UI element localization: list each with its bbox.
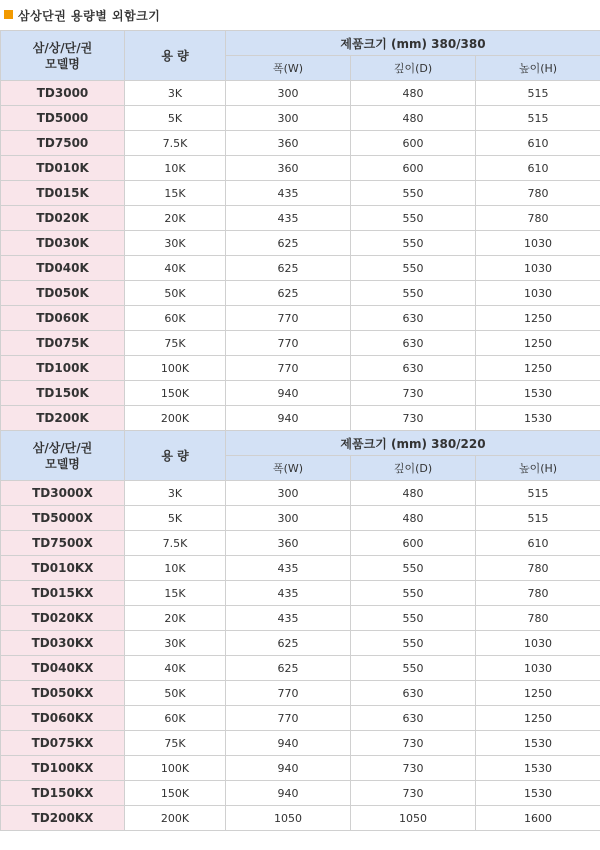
table-row <box>1 656 600 681</box>
depth-cell: 730 <box>351 756 476 781</box>
width-cell: 625 <box>226 231 351 256</box>
depth-cell: 630 <box>351 706 476 731</box>
model-cell: TD020KX <box>1 606 125 631</box>
depth-cell: 730 <box>351 406 476 431</box>
width-cell: 1050 <box>226 806 351 831</box>
depth-cell: 480 <box>351 506 476 531</box>
capacity-cell: 7.5K <box>125 531 226 556</box>
height-cell: 610 <box>476 531 600 556</box>
capacity-cell: 75K <box>125 731 226 756</box>
table-row <box>1 331 600 356</box>
depth-column-header: 깊이(D) <box>351 56 476 81</box>
model-cell: TD040K <box>1 256 125 281</box>
capacity-cell: 40K <box>125 656 226 681</box>
table-row <box>1 181 600 206</box>
width-cell: 940 <box>226 781 351 806</box>
capacity-cell: 30K <box>125 631 226 656</box>
height-cell: 515 <box>476 81 600 106</box>
capacity-cell: 100K <box>125 756 226 781</box>
depth-cell: 480 <box>351 81 476 106</box>
table-row <box>1 731 600 756</box>
depth-cell: 600 <box>351 156 476 181</box>
height-cell: 780 <box>476 581 600 606</box>
depth-cell: 550 <box>351 581 476 606</box>
capacity-cell: 50K <box>125 681 226 706</box>
capacity-cell: 10K <box>125 156 226 181</box>
table-row <box>1 481 600 506</box>
model-cell: TD100KX <box>1 756 125 781</box>
depth-cell: 630 <box>351 681 476 706</box>
model-cell: TD015K <box>1 181 125 206</box>
height-cell: 1530 <box>476 731 600 756</box>
width-cell: 360 <box>226 531 351 556</box>
depth-cell: 550 <box>351 631 476 656</box>
capacity-cell: 3K <box>125 81 226 106</box>
table-row <box>1 231 600 256</box>
table-body <box>1 31 600 831</box>
model-cell: TD010KX <box>1 556 125 581</box>
capacity-cell: 15K <box>125 581 226 606</box>
depth-cell: 630 <box>351 306 476 331</box>
width-cell: 435 <box>226 181 351 206</box>
height-cell: 1030 <box>476 631 600 656</box>
capacity-cell: 7.5K <box>125 131 226 156</box>
table-row <box>1 631 600 656</box>
capacity-cell: 200K <box>125 806 226 831</box>
height-cell: 780 <box>476 606 600 631</box>
width-cell: 300 <box>226 106 351 131</box>
width-cell: 770 <box>226 681 351 706</box>
width-cell: 770 <box>226 356 351 381</box>
depth-cell: 730 <box>351 731 476 756</box>
height-cell: 1250 <box>476 306 600 331</box>
capacity-cell: 20K <box>125 606 226 631</box>
model-cell: TD060K <box>1 306 125 331</box>
page-header <box>0 0 600 30</box>
capacity-cell: 3K <box>125 481 226 506</box>
table-row <box>1 606 600 631</box>
model-cell: TD015KX <box>1 581 125 606</box>
height-cell: 610 <box>476 156 600 181</box>
depth-cell: 730 <box>351 381 476 406</box>
model-cell: TD050KX <box>1 681 125 706</box>
table-row <box>1 381 600 406</box>
capacity-cell: 30K <box>125 231 226 256</box>
table-row <box>1 781 600 806</box>
height-cell: 1250 <box>476 681 600 706</box>
model-column-header: 삼/상/단/권 모델명 <box>1 31 125 81</box>
depth-cell: 630 <box>351 331 476 356</box>
width-cell: 435 <box>226 206 351 231</box>
model-cell: TD010K <box>1 156 125 181</box>
width-cell: 625 <box>226 656 351 681</box>
depth-cell: 630 <box>351 356 476 381</box>
model-cell: TD150K <box>1 381 125 406</box>
model-cell: TD050K <box>1 281 125 306</box>
capacity-cell: 5K <box>125 106 226 131</box>
width-cell: 625 <box>226 281 351 306</box>
height-cell: 515 <box>476 506 600 531</box>
depth-cell: 550 <box>351 606 476 631</box>
height-column-header: 높이(H) <box>476 456 600 481</box>
model-cell: TD030K <box>1 231 125 256</box>
capacity-cell: 5K <box>125 506 226 531</box>
table-row <box>1 106 600 131</box>
height-column-header: 높이(H) <box>476 56 600 81</box>
table-row <box>1 131 600 156</box>
height-cell: 1030 <box>476 231 600 256</box>
capacity-cell: 60K <box>125 306 226 331</box>
table-row <box>1 81 600 106</box>
height-cell: 1250 <box>476 356 600 381</box>
width-cell: 300 <box>226 481 351 506</box>
depth-cell: 600 <box>351 131 476 156</box>
model-cell: TD060KX <box>1 706 125 731</box>
depth-cell: 1050 <box>351 806 476 831</box>
width-cell: 770 <box>226 706 351 731</box>
height-cell: 1530 <box>476 406 600 431</box>
capacity-cell: 15K <box>125 181 226 206</box>
capacity-cell: 150K <box>125 781 226 806</box>
capacity-cell: 50K <box>125 281 226 306</box>
depth-cell: 550 <box>351 656 476 681</box>
square-bullet-icon <box>4 10 13 19</box>
width-cell: 625 <box>226 631 351 656</box>
table-row <box>1 706 600 731</box>
table-row <box>1 281 600 306</box>
depth-column-header: 깊이(D) <box>351 456 476 481</box>
table-row <box>1 531 600 556</box>
model-column-header: 삼/상/단/권 모델명 <box>1 431 125 481</box>
table-row <box>1 756 600 781</box>
dimension-table <box>0 30 600 831</box>
height-cell: 1250 <box>476 706 600 731</box>
page-title: 삼상단권 용량별 외함크기 <box>18 8 161 23</box>
height-cell: 1030 <box>476 656 600 681</box>
table-row <box>1 681 600 706</box>
capacity-cell: 75K <box>125 331 226 356</box>
width-cell: 435 <box>226 606 351 631</box>
height-cell: 610 <box>476 131 600 156</box>
model-cell: TD5000 <box>1 106 125 131</box>
model-cell: TD040KX <box>1 656 125 681</box>
model-cell: TD3000 <box>1 81 125 106</box>
capacity-cell: 150K <box>125 381 226 406</box>
height-cell: 1600 <box>476 806 600 831</box>
width-cell: 360 <box>226 156 351 181</box>
header-row <box>1 431 600 456</box>
model-cell: TD200K <box>1 406 125 431</box>
table-row <box>1 306 600 331</box>
width-cell: 360 <box>226 131 351 156</box>
width-cell: 940 <box>226 406 351 431</box>
depth-cell: 480 <box>351 106 476 131</box>
depth-cell: 480 <box>351 481 476 506</box>
dimension-group-header: 제품크기 (mm) 380/220 <box>226 431 600 456</box>
capacity-cell: 200K <box>125 406 226 431</box>
height-cell: 1530 <box>476 756 600 781</box>
depth-cell: 600 <box>351 531 476 556</box>
model-cell: TD075KX <box>1 731 125 756</box>
depth-cell: 550 <box>351 256 476 281</box>
capacity-cell: 40K <box>125 256 226 281</box>
depth-cell: 550 <box>351 206 476 231</box>
capacity-cell: 20K <box>125 206 226 231</box>
model-cell: TD7500 <box>1 131 125 156</box>
table-row <box>1 556 600 581</box>
model-cell: TD075K <box>1 331 125 356</box>
depth-cell: 550 <box>351 231 476 256</box>
width-cell: 940 <box>226 756 351 781</box>
height-cell: 1250 <box>476 331 600 356</box>
table-row <box>1 806 600 831</box>
capacity-cell: 10K <box>125 556 226 581</box>
model-cell: TD3000X <box>1 481 125 506</box>
model-cell: TD150KX <box>1 781 125 806</box>
width-column-header: 폭(W) <box>226 56 351 81</box>
height-cell: 1030 <box>476 256 600 281</box>
table-row <box>1 581 600 606</box>
height-cell: 515 <box>476 481 600 506</box>
height-cell: 1530 <box>476 781 600 806</box>
capacity-cell: 60K <box>125 706 226 731</box>
table-row <box>1 256 600 281</box>
table-row <box>1 206 600 231</box>
width-cell: 770 <box>226 306 351 331</box>
width-cell: 940 <box>226 731 351 756</box>
table-row <box>1 356 600 381</box>
depth-cell: 730 <box>351 781 476 806</box>
model-cell: TD020K <box>1 206 125 231</box>
capacity-column-header: 용 량 <box>125 431 226 481</box>
depth-cell: 550 <box>351 281 476 306</box>
width-cell: 940 <box>226 381 351 406</box>
depth-cell: 550 <box>351 181 476 206</box>
width-cell: 625 <box>226 256 351 281</box>
table-row <box>1 406 600 431</box>
depth-cell: 550 <box>351 556 476 581</box>
model-cell: TD100K <box>1 356 125 381</box>
model-cell: TD5000X <box>1 506 125 531</box>
width-cell: 435 <box>226 556 351 581</box>
width-cell: 300 <box>226 506 351 531</box>
table-row <box>1 156 600 181</box>
width-cell: 300 <box>226 81 351 106</box>
model-cell: TD200KX <box>1 806 125 831</box>
model-cell: TD7500X <box>1 531 125 556</box>
height-cell: 1030 <box>476 281 600 306</box>
capacity-cell: 100K <box>125 356 226 381</box>
capacity-column-header: 용 량 <box>125 31 226 81</box>
width-cell: 770 <box>226 331 351 356</box>
height-cell: 1530 <box>476 381 600 406</box>
height-cell: 780 <box>476 206 600 231</box>
height-cell: 780 <box>476 556 600 581</box>
model-cell: TD030KX <box>1 631 125 656</box>
height-cell: 515 <box>476 106 600 131</box>
dimension-group-header: 제품크기 (mm) 380/380 <box>226 31 600 56</box>
header-row <box>1 31 600 56</box>
height-cell: 780 <box>476 181 600 206</box>
width-cell: 435 <box>226 581 351 606</box>
table-row <box>1 506 600 531</box>
width-column-header: 폭(W) <box>226 456 351 481</box>
